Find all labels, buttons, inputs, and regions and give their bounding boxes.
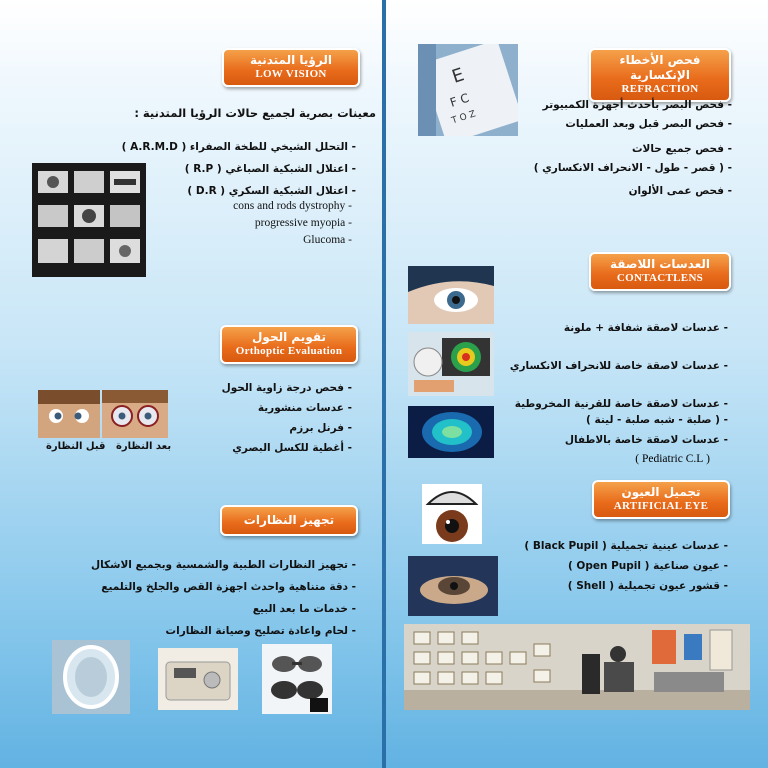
list-item: - عدسات منشورية [222, 398, 352, 418]
right-panel [384, 0, 768, 768]
sunglasses-image [262, 644, 332, 714]
refraction-list [534, 96, 732, 201]
list-item: - التحلل الشيخي للطخة الصفراء ( A.R.M.D ) [122, 136, 356, 158]
list-item: - تجهيز النظارات الطبية والشمسية وبجميع الاشكال [91, 554, 356, 576]
low-vision-aids-image [32, 163, 146, 277]
low-vision-title-ar: الرؤيا المتدنية [250, 53, 332, 67]
list-item: - فحص البصر بأحدث أجهزة الكمبيوتر [534, 96, 732, 115]
list-item: - فرنل برزم [222, 418, 352, 438]
artificial-eye-image [422, 484, 482, 544]
eye-chart-image [418, 44, 518, 136]
topographer-image [408, 332, 494, 396]
glasses-title-ar: تجهيز النظارات [243, 513, 335, 527]
list-item: - Glucoma [233, 232, 352, 249]
refraction-title-en: REFRACTION [621, 83, 699, 95]
list-item: - عدسات لاصقة خاصة للانحراف الانكساري [510, 358, 728, 374]
eye-shell-image [408, 556, 498, 616]
svg-text:T O Z: T O Z [450, 109, 477, 127]
low-vision-heading [222, 48, 360, 87]
low-vision-list [122, 136, 356, 202]
list-item: - لحام واعادة تصليح وصيانة النظارات [91, 620, 356, 642]
artificial-eye-heading [592, 480, 730, 519]
pediatric-cl-label: ( Pediatric C.L ) [635, 453, 710, 465]
orthoptic-heading [220, 325, 358, 364]
contact-lens-list [510, 320, 728, 448]
lens-image [52, 640, 130, 714]
list-item: - اعتلال الشبكية السكري ( D.R ) [122, 180, 356, 202]
list-item: - قشور عيون تجميلية ( Shell ) [524, 576, 728, 596]
caption-after: بعد النظارة [116, 441, 172, 452]
list-item: - عيون صناعية ( Open Pupil ) [524, 556, 728, 576]
artificial-eye-list [524, 536, 728, 596]
contact-lens-eye-image [408, 266, 494, 324]
list-item: - progressive myopia [233, 215, 352, 232]
list-item: - أغطية للكسل البصري [222, 438, 352, 458]
list-item: - عدسات لاصقة شفافة + ملونة [510, 320, 728, 336]
contact-lens-title-ar: العدسات اللاصقة [609, 257, 711, 271]
list-item: - عدسات لاصقة خاصة بالاطفال [510, 432, 728, 448]
glasses-heading [220, 505, 358, 536]
refraction-heading [589, 48, 731, 102]
child-after-image [102, 390, 168, 438]
artificial-eye-title-ar: تجميل العيون [621, 485, 701, 499]
pediatric-note [635, 447, 710, 466]
list-item: - فحص عمى الألوان [534, 182, 732, 201]
svg-text:E: E [449, 64, 467, 88]
clinic-room-image [404, 624, 750, 710]
list-item: - ( قصر - طول - الانحراف الانكساري ) [534, 159, 732, 178]
list-item: - ( صلبة - شبه صلبة - لينة ) [510, 412, 728, 428]
orthoptic-list [222, 378, 352, 458]
child-before-image [38, 390, 100, 438]
low-vision-title-en: LOW VISION [255, 68, 327, 80]
list-item: - فحص جميع حالات [534, 140, 732, 159]
list-item: - عدسات عينية تجميلية ( Black Pupil ) [524, 536, 728, 556]
svg-text:F C: F C [448, 90, 471, 110]
list-item: - عدسات لاصقة خاصة للقرنية المخروطية [510, 396, 728, 412]
cornea-map-image [408, 406, 494, 458]
refraction-title-ar: فحص الأخطاء الإنكسارية [619, 53, 701, 82]
list-item: - فحص درجة زاوية الحول [222, 378, 352, 398]
list-item: - دقة متناهية واحدث اجهزة القص والجلخ والتلميع [91, 576, 356, 598]
low-vision-lead: معينات بصرية لجميع حالات الرؤيا المتدنية : [134, 106, 376, 120]
edging-machine-image [158, 648, 238, 710]
orthoptic-title-ar: تقويم الحول [252, 330, 326, 344]
list-item: - اعتلال الشبكية الصباغي ( R.P ) [122, 158, 356, 180]
list-item: - cons and rods dystrophy [233, 198, 352, 215]
list-item: - فحص البصر قبل وبعد العمليات [534, 115, 732, 134]
list-item: - خدمات ما بعد البيع [91, 598, 356, 620]
low-vision-en-list [233, 198, 352, 249]
caption-before: قبل النظارة [46, 441, 106, 452]
contact-lens-heading [589, 252, 731, 291]
orthoptic-title-en: Orthoptic Evaluation [235, 345, 343, 357]
glasses-list [91, 554, 356, 642]
artificial-eye-title-en: ARTIFICIAL EYE [613, 500, 709, 512]
contact-lens-title-en: CONTACTLENS [616, 272, 704, 284]
